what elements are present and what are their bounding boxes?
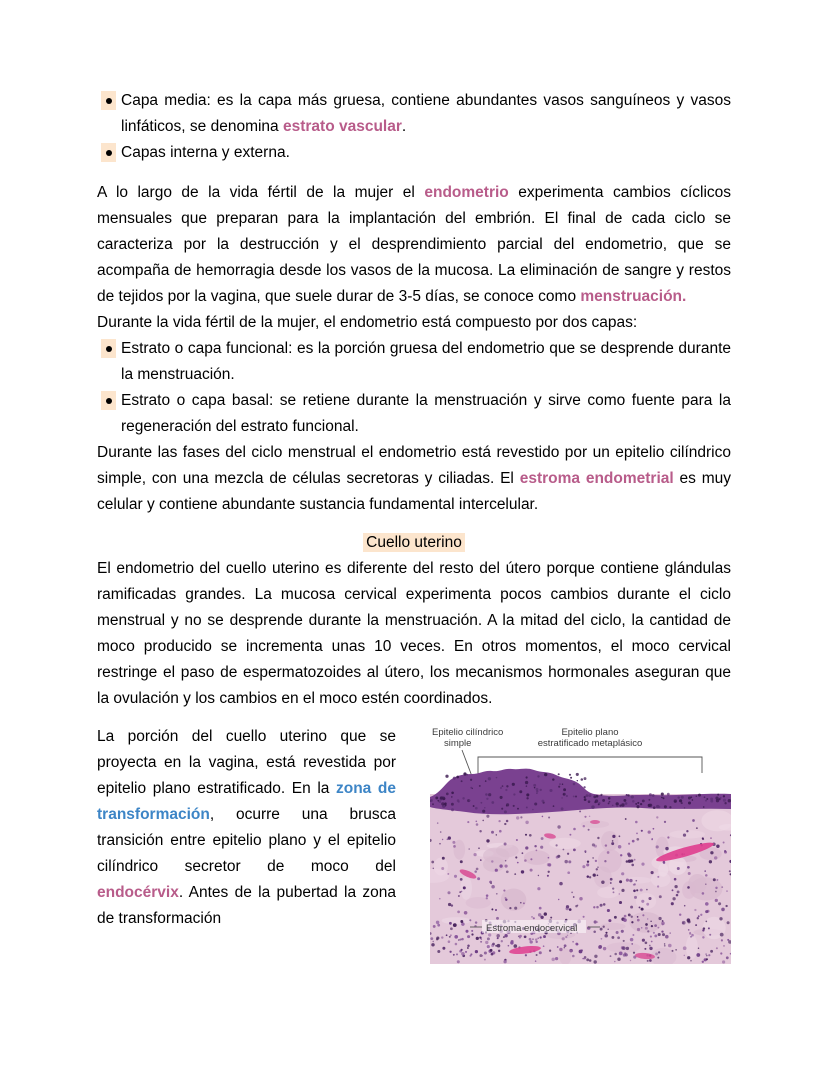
list-item-estrato-funcional xyxy=(97,336,731,388)
bullet-icon xyxy=(101,91,116,110)
text-run: Capa media: es la capa más gruesa, contiene abundantes vasos sanguíneos y vasos linfáticos, se denomina xyxy=(121,92,731,135)
bullet-list-capas xyxy=(97,88,731,166)
text-run: es muy celular y contiene abundante sustancia fundamental intercelular. xyxy=(97,470,732,513)
epithelium-band xyxy=(430,769,731,815)
paragraph-cuello-uterino: El endometrio del cuello uterino es diferente del resto del útero porque contiene glándulas ramificadas grandes. La mucosa cervical experimenta pocos cambios durante el ciclo menstrual y no se desprende durante la menstruación. A la mitad del ciclo, la cantidad de moco producido se incrementa unas 10 veces. En otros momentos, el moco cervical restringe el paso de espermatozoides al útero, los mecanismos hormonales aseguran que la ovulación y los cambios en el moco estén coordinados. xyxy=(97,560,731,707)
text-run: . Antes de la pubertad la zona de transformación xyxy=(97,884,396,927)
text-run: experimenta cambios cíclicos mensuales que preparan para la implantación del embrión. El final de cada ciclo se caracteriza por la destrucción y el desprendimiento parcial del endometrio, que se acompaña de hemorragia desde los vasos de la mucosa. La eliminación de sangre y restos de tejidos por la vagina, que suele durar de 3-5 días, se conoce como xyxy=(97,184,732,305)
bullet-icon xyxy=(101,339,116,358)
list-item-capa-media xyxy=(97,88,731,140)
left-column xyxy=(97,724,396,973)
term-endocervix: endocérvix xyxy=(97,884,179,901)
text-run: , ocurre una brusca transición entre epitelio plano y el epitelio cilíndrico secretor de moco del xyxy=(97,806,396,875)
tissue xyxy=(430,769,731,964)
text-run: La porción del cuello uterino que se proyecta en la vagina, está revestida por epitelio plano estratificado. En la xyxy=(97,728,396,797)
term-zona-transformacion: zona de transformación xyxy=(97,780,397,823)
text-run: . xyxy=(401,118,407,135)
two-column-section xyxy=(97,724,731,973)
paragraph-dos-capas-intro: Durante la vida fértil de la mujer, el endometrio está compuesto por dos capas: xyxy=(97,314,638,331)
text-run: Capas interna y externa. xyxy=(121,144,290,161)
term-estroma-endometrial: estroma endometrial xyxy=(519,470,674,487)
histology-figure xyxy=(430,724,731,973)
list-item-text xyxy=(121,88,731,140)
stroma-label-group xyxy=(470,920,600,934)
list-item-text: Estrato o capa funcional: es la porción gruesa del endometrio que se desprende durante la menstruación. xyxy=(121,340,731,383)
label-epitelio-plano: Epitelio plano xyxy=(561,727,619,738)
section-heading-wrap xyxy=(97,530,731,556)
stroma-base xyxy=(430,794,731,964)
term-estrato-vascular: estrato vascular xyxy=(282,118,402,135)
list-item-text: Estrato o capa basal: se retiene durante la menstruación y sirve como fuente para la regeneración del estrato funcional. xyxy=(121,392,731,435)
list-item-capas-interna-externa xyxy=(97,140,731,166)
paragraph-fases-ciclo xyxy=(97,440,731,518)
bullet-icon xyxy=(101,143,116,162)
bullet-marker xyxy=(97,388,121,440)
figure-labels xyxy=(432,727,642,749)
bullet-marker xyxy=(97,88,121,140)
label-estroma-endocervical: Estroma endocervical xyxy=(486,923,578,934)
list-item-estrato-basal xyxy=(97,388,731,440)
list-item-text xyxy=(121,140,731,166)
term-endometrio: endometrio xyxy=(424,184,509,201)
paragraph-endometrio xyxy=(97,180,731,310)
bullet-marker xyxy=(97,140,121,166)
histology-micrograph xyxy=(430,724,731,964)
bullet-list-estratos xyxy=(97,336,731,440)
text-run: Durante las fases del ciclo menstrual el endometrio está revestido por un epitelio cilíndrico simple, con una mezcla de células secretoras y ciliadas. El xyxy=(97,444,731,487)
bullet-marker xyxy=(97,336,121,388)
label-epitelio-cilindrico: Epitelio cilíndrico xyxy=(432,727,504,738)
label-simple: simple xyxy=(444,738,472,749)
bullet-icon xyxy=(101,391,116,410)
text-run: A lo largo de la vida fértil de la mujer el xyxy=(97,184,425,201)
paragraph-porcion-cuello xyxy=(97,724,396,932)
section-heading-cuello-uterino: Cuello uterino xyxy=(363,533,465,552)
term-menstruacion: menstruación. xyxy=(580,288,687,305)
label-estratificado-metaplasico: estratificado metaplásico xyxy=(537,738,643,749)
